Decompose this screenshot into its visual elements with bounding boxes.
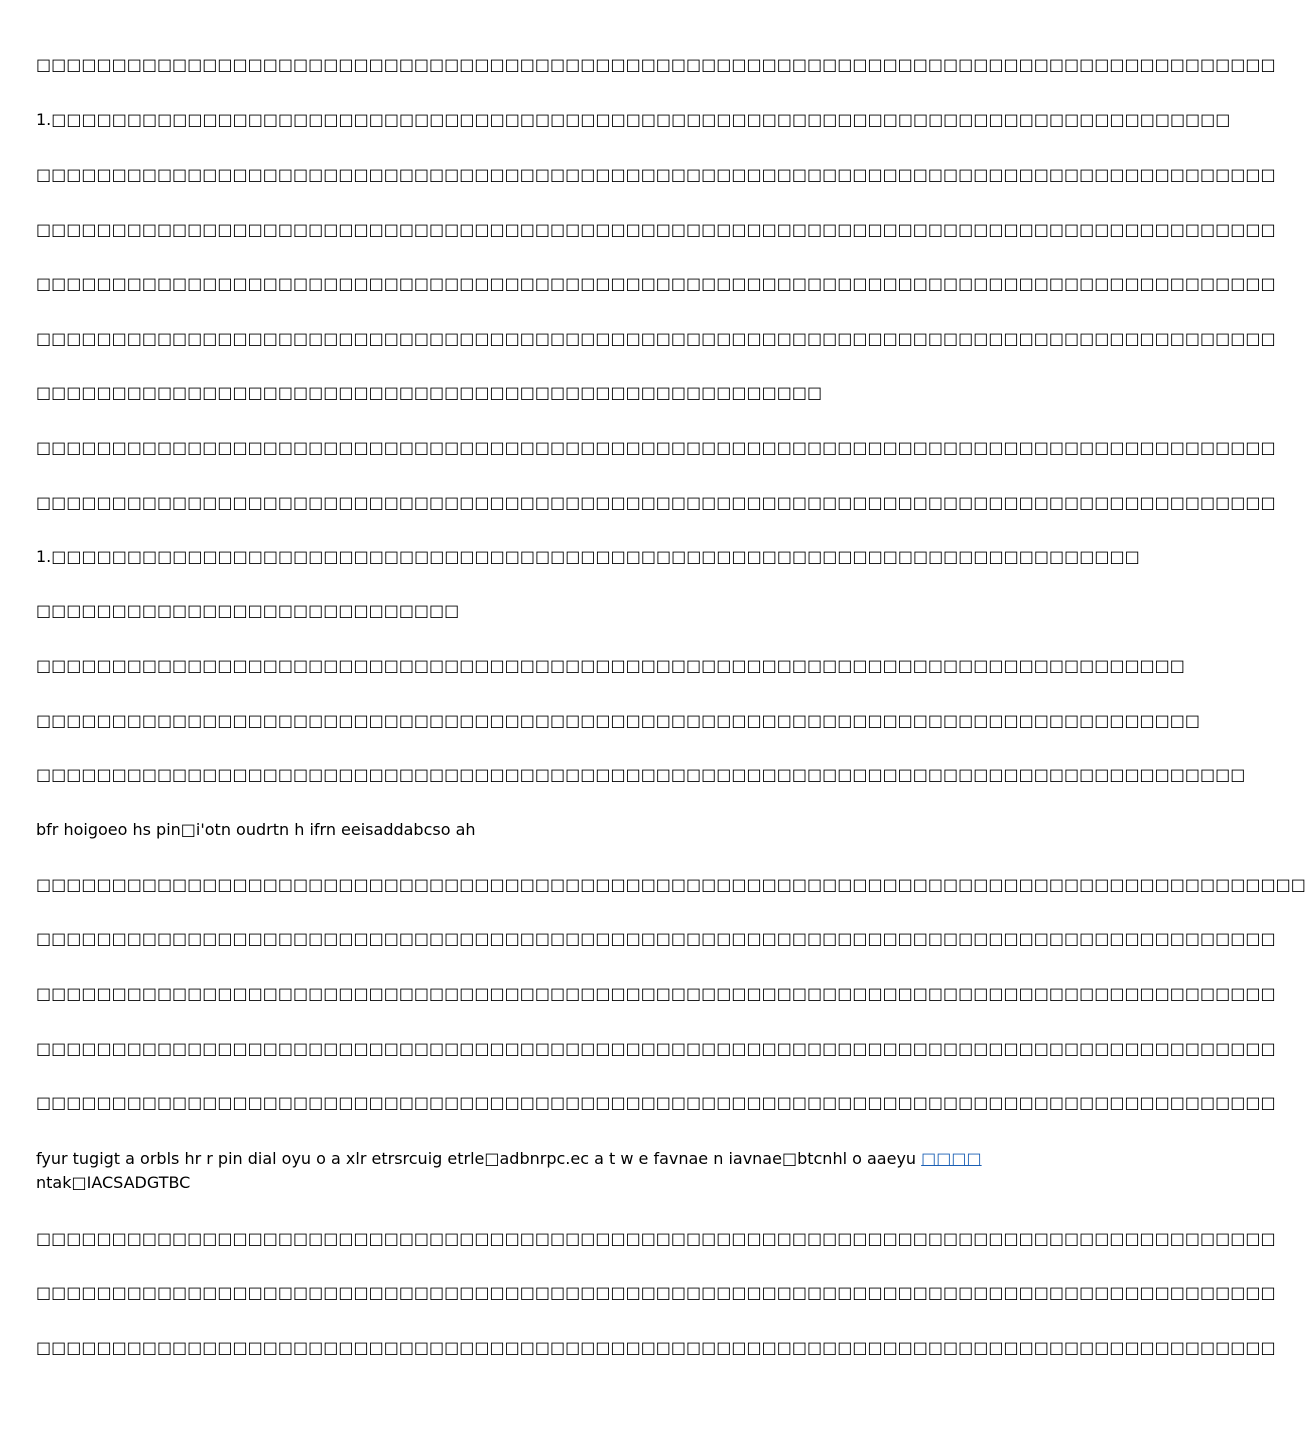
text-line: □□□□□□□□□□□□□□□□□□□□□□□□□□□□□□□□□□□□□□□□□□□□□□□□□□□□□□□□□□□□□□□□□□□□□□□□□□□□□□□□ (36, 765, 1246, 784)
text-line: □□□□□□□□□□□□□□□□□□□□□□□□□□□□□□□□□□□□□□□□□□□□□□□□□□□□□□□□□□□□□□□□□□□□□□□□□□□□□□□□□□ (36, 220, 1276, 239)
text-line: □□□□□□□□□□□□□□□□□□□□□□□□□□□□□□□□□□□□□□□□□□□□□□□□□□□□□□□□□□□□□□□□□□□□□□□□□□□□ (36, 656, 1185, 675)
text-line: □□□□□□□□□□□□□□□□□□□□□□□□□□□□□□□□□□□□□□□□□□□□□□□□□□□□□□□□□□□□□□□□□□□□□□□□□□□□□□□□□□ (36, 1093, 1276, 1112)
text-line: □□□□□□□□□□□□□□□□□□□□□□□□□□□□□□□□□□□□□□□□□□□□□□□□□□□□□□□□□□□□□□□□□□□□□□□□□□□□□□□□□□ (36, 1039, 1276, 1058)
latin-text-line: bfr hoigoeo hs pin□i'otn oudrtn h ifrn eeisaddabcso ah (36, 820, 476, 839)
text-line: □□□□□□□□□□□□□□□□□□□□□□□□□□□□□□□□□□□□□□□□□□□□□□□□□□□□□□□□□□□□□□□□□□□□□□□□□□□□□□□□□□ (36, 1283, 1276, 1302)
text-line: □□□□□□□□□□□□□□□□□□□□□□□□□□□□□□□□□□□□□□□□□□□□□□□□□□□□□□□□□□□□□□□□□□□□□□□□□□□□□ (36, 711, 1201, 730)
text-line: □□□□□□□□□□□□□□□□□□□□□□□□□□□□□□□□□□□□□□□□□□□□□□□□□□□□□□□□□□□□□□□□□□□□□□□□□□□□□□□□□□ (36, 929, 1276, 948)
text-line: □□□□□□□□□□□□□□□□□□□□□□□□□□□□□□□□□□□□□□□□□□□□□□□□□□□□□□□□□□□□□□□□□□□□□□□□□□□□□□□□□□ (36, 165, 1276, 184)
text-line: □□□□□□□□□□□□□□□□□□□□□□□□□□□□□□□□□□□□□□□□□□□□□□□□□□□□□□□□□□□□□□□□□□□□□□□□□□□□□□□□□□ (36, 55, 1276, 74)
paragraph-text-before: fyur tugigt a orbls hr r pin dial oyu o a xlr etrsrcuig etrle□adbnrpc.ec a t w e favnae n iavnae□btcnhl o aaeyu (36, 1149, 922, 1168)
text-line: □□□□□□□□□□□□□□□□□□□□□□□□□□□□□□□□□□□□□□□□□□□□□□□□□□□□□□□□□□□□□□□□□□□□□□□□□□□□□□□□□□ (36, 329, 1276, 348)
text-line: □□□□□□□□□□□□□□□□□□□□□□□□□□□□□□□□□□□□□□□□□□□□□□□□□□□□□□□□□□□□□□□□□□□□□□□□□□□□□□□□□□ (36, 1338, 1276, 1357)
text-line: □□□□□□□□□□□□□□□□□□□□□□□□□□□□□□□□□□□□□□□□□□□□□□□□□□□□□□□□□□□□□□□□□□□□□□□□□□□□□□□□□□ (36, 493, 1276, 512)
paragraph-text-after: ntak□IACSADGTBC (36, 1173, 191, 1192)
inline-link[interactable]: □□□□ (921, 1149, 982, 1168)
text-line: □□□□□□□□□□□□□□□□□□□□□□□□□□□□□□□□□□□□□□□□□□□□□□□□□□□□□□□□□□□□□□□□□□□□□□□□□□□□□□□□□□ (36, 1229, 1276, 1248)
text-line: □□□□□□□□□□□□□□□□□□□□□□□□□□□□□□□□□□□□□□□□□□□□□□□□□□□□□□□□□□□□□□□□□□□□□□□□□□□□□□□□□□ (36, 438, 1276, 457)
link-paragraph (36, 1147, 991, 1195)
text-line: □□□□□□□□□□□□□□□□□□□□□□□□□□□□□□□□□□□□□□□□□□□□□□□□□□□□ (36, 383, 823, 402)
text-line: □□□□□□□□□□□□□□□□□□□□□□□□□□□□ (36, 601, 460, 620)
text-line: □□□□□□□□□□□□□□□□□□□□□□□□□□□□□□□□□□□□□□□□□□□□□□□□□□□□□□□□□□□□□□□□□□□□□□□□□□□□□□□□□□ (36, 274, 1276, 293)
numbered-line: 1.□□□□□□□□□□□□□□□□□□□□□□□□□□□□□□□□□□□□□□□□□□□□□□□□□□□□□□□□□□□□□□□□□□□□□□□□ (36, 547, 1140, 566)
text-line: □□□□□□□□□□□□□□□□□□□□□□□□□□□□□□□□□□□□□□□□□□□□□□□□□□□□□□□□□□□□□□□□□□□□□□□□□□□□□□□□□□□□ (36, 875, 1306, 894)
text-line: 1.□□□□□□□□□□□□□□□□□□□□□□□□□□□□□□□□□□□□□□□□□□□□□□□□□□□□□□□□□□□□□□□□□□□□□□□□□□□□□□ (36, 110, 1231, 129)
text-line: □□□□□□□□□□□□□□□□□□□□□□□□□□□□□□□□□□□□□□□□□□□□□□□□□□□□□□□□□□□□□□□□□□□□□□□□□□□□□□□□□□ (36, 984, 1276, 1003)
